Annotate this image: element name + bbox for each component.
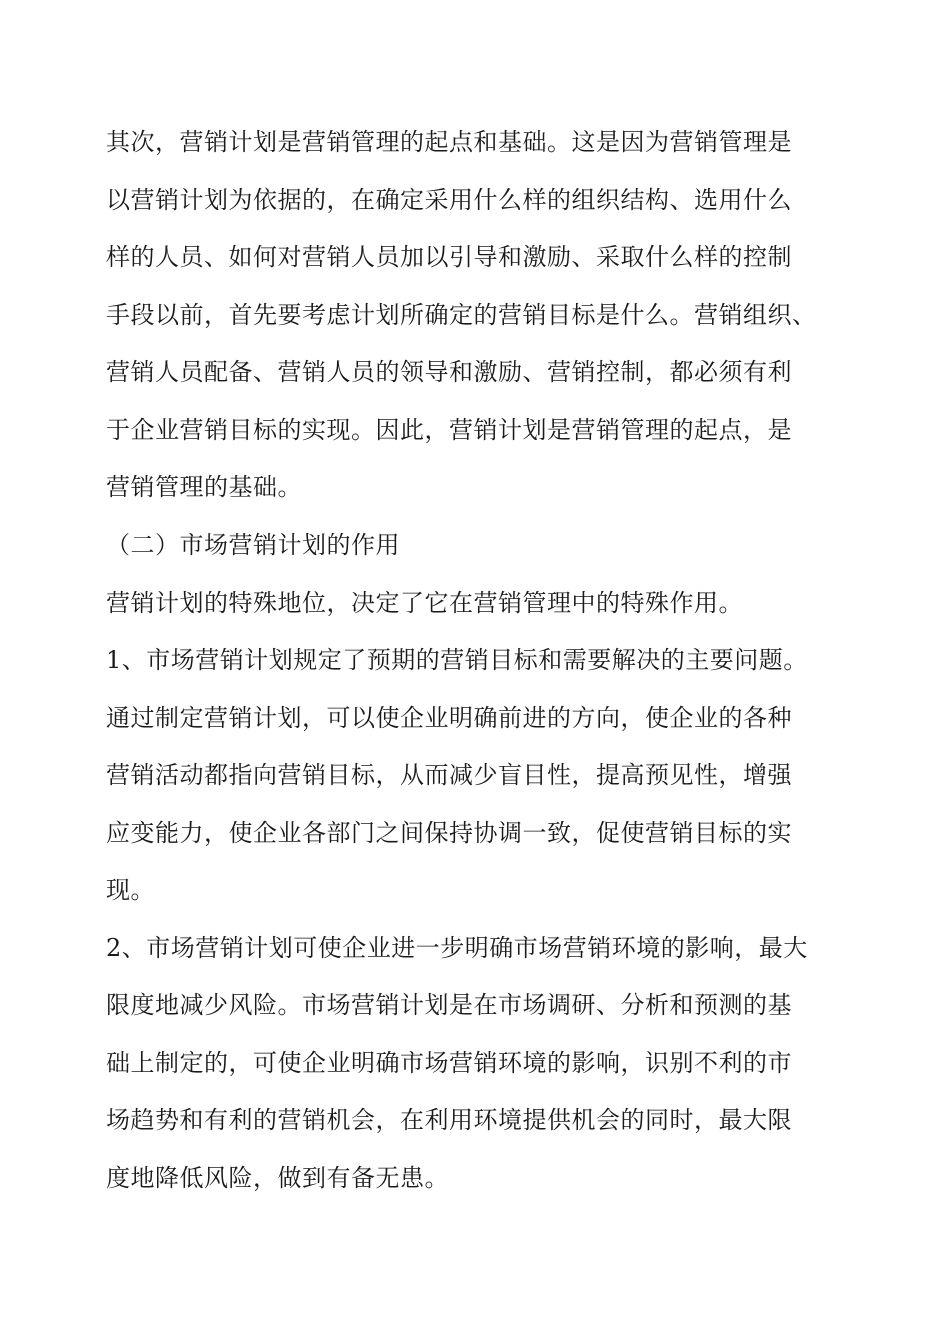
text-line: 通过制定营销计划，可以使企业明确前进的方向，使企业的各种: [106, 704, 792, 732]
text-line: 于企业营销目标的实现。因此，营销计划是营销管理的起点，是: [106, 416, 792, 444]
section-heading: （二）市场营销计划的作用: [106, 531, 400, 559]
text-line: 样的人员、如何对营销人员加以引导和激励、采取什么样的控制: [106, 243, 792, 271]
text-line: 度地降低风险，做到有备无患。: [106, 1164, 449, 1192]
text-line: 营销管理的基础。: [106, 473, 302, 501]
text-line: 其次，营销计划是营销管理的起点和基础。这是因为营销管理是: [106, 128, 792, 156]
text-line: 现。: [106, 876, 155, 904]
text-line: 营销计划的特殊地位，决定了它在营销管理中的特殊作用。: [106, 589, 743, 617]
text-line: 2、市场营销计划可使企业进一步明确市场营销环境的影响，最大: [106, 934, 808, 962]
text-line: 以营销计划为依据的，在确定采用什么样的组织结构、选用什么: [106, 186, 792, 214]
text-line: 营销人员配备、营销人员的领导和激励、营销控制，都必须有利: [106, 358, 792, 386]
text-line: 场趋势和有利的营销机会，在利用环境提供机会的同时，最大限: [106, 1106, 792, 1134]
text-line: 应变能力，使企业各部门之间保持协调一致，促使营销目标的实: [106, 819, 792, 847]
text-line: 础上制定的，可使企业明确市场营销环境的影响，识别不利的市: [106, 1049, 792, 1077]
text-line: 手段以前，首先要考虑计划所确定的营销目标是什么。营销组织、: [106, 301, 817, 329]
text-line: 营销活动都指向营销目标，从而减少盲目性，提高预见性，增强: [106, 761, 792, 789]
text-line: 1、市场营销计划规定了预期的营销目标和需要解决的主要问题。: [106, 646, 808, 674]
text-line: 限度地减少风险。市场营销计划是在市场调研、分析和预测的基: [106, 991, 792, 1019]
